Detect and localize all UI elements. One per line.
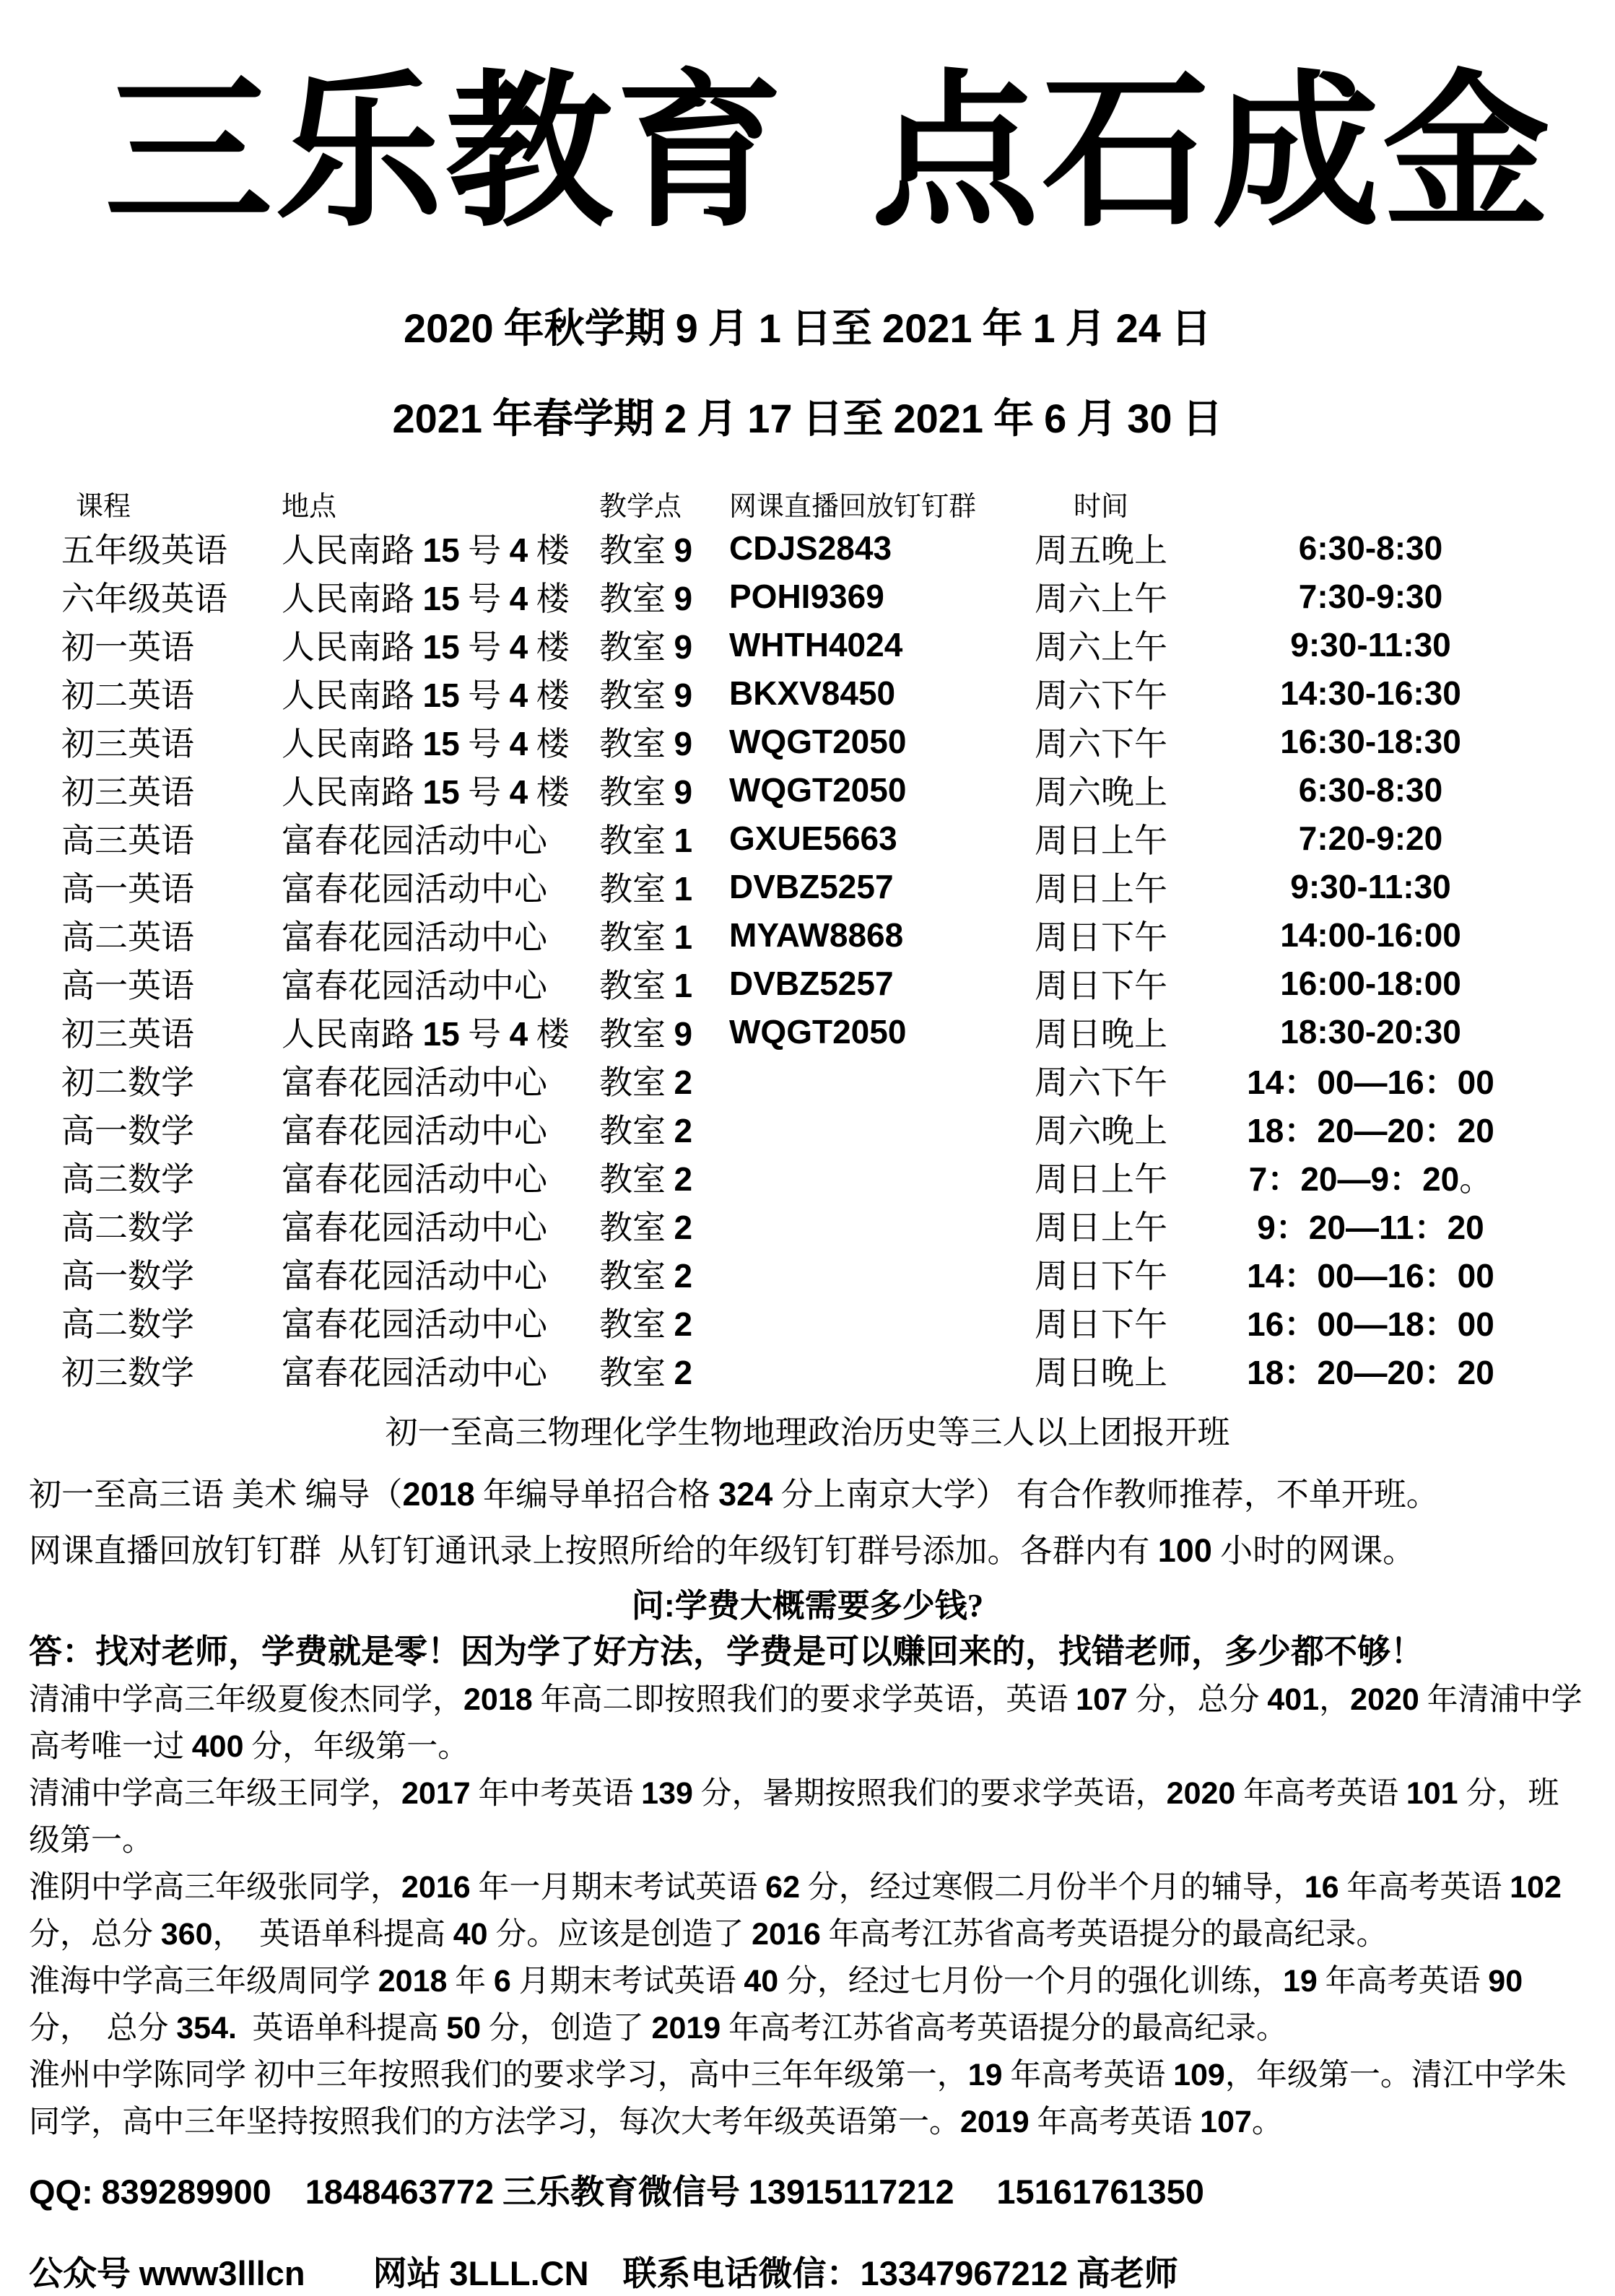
classroom-cell: 教室 9 — [599, 1014, 693, 1053]
day-cell: 周日上午 — [1035, 1209, 1167, 1246]
time-cell: 14:00-16:00 — [1280, 916, 1461, 954]
location-cell: 人民南路 15 号 4 楼 — [282, 531, 570, 569]
course-cell: 初三英语 — [61, 725, 194, 762]
location-cell: 人民南路 15 号 4 楼 — [282, 579, 570, 617]
course-cell: 高三英语 — [61, 822, 194, 859]
table-row — [29, 765, 1586, 814]
classroom-cell: 教室 2 — [599, 1353, 693, 1391]
time-cell: 9:30-11:30 — [1290, 867, 1451, 905]
day-cell: 周五晚上 — [1035, 531, 1167, 569]
course-cell: 初三数学 — [61, 1354, 194, 1391]
time-cell: 9：20—11：20 — [1257, 1208, 1484, 1246]
course-cell: 初三英语 — [61, 1015, 194, 1053]
day-cell: 周六下午 — [1035, 677, 1167, 714]
dingtalk-instructions-note: 网课直播回放钉钉群 从钉钉通讯录上按照所给的年级钉钉群号添加。各群内有 100 小时的网课。 — [29, 1532, 1416, 1569]
time-cell: 18：20—20：20 — [1247, 1111, 1494, 1149]
semester-dates — [29, 284, 1586, 464]
course-cell: 初二数学 — [61, 1064, 194, 1101]
day-cell: 周六上午 — [1035, 580, 1167, 617]
location-cell: 人民南路 15 号 4 楼 — [282, 1014, 570, 1053]
classroom-cell: 教室 9 — [599, 724, 693, 762]
page-title-brand: 三乐教育 — [105, 53, 787, 250]
table-row — [29, 1007, 1586, 1056]
dingtalk-group-cell: GXUE5663 — [729, 819, 897, 857]
table-row — [29, 717, 1586, 765]
location-cell: 人民南路 15 号 4 楼 — [282, 773, 570, 811]
location-cell: 富春花园活动中心 — [282, 822, 547, 859]
day-cell: 周日下午 — [1035, 918, 1167, 956]
testimonial-paragraph: 淮海中学高三年级周同学 2018 年 6 月期末考试英语 40 分，经过七月份一个月的强化训练，19 年高考英语 90 分， 总分 354. 英语单科提高 50 分，创造了 2019 年高考江苏省高考英语提分的最高纪录。 — [29, 1964, 1531, 2045]
course-cell: 初一英语 — [61, 628, 194, 666]
classroom-cell: 教室 1 — [599, 821, 693, 859]
classroom-cell: 教室 9 — [599, 676, 693, 714]
table-row — [29, 1346, 1586, 1394]
spring-semester-dates: 2021 年春学期 2 月 17 日至 2021 年 6 月 30 日 — [392, 396, 1223, 442]
dingtalk-group-cell: POHI9369 — [729, 577, 884, 615]
dingtalk-group-cell: WQGT2050 — [729, 770, 907, 809]
course-cell: 高一英语 — [61, 967, 194, 1004]
time-cell: 7:20-9:20 — [1298, 819, 1443, 857]
classroom-cell: 教室 1 — [599, 918, 693, 956]
table-row — [29, 814, 1586, 862]
table-row — [29, 1201, 1586, 1249]
day-cell: 周六晚上 — [1035, 773, 1167, 811]
location-cell: 富春花园活动中心 — [282, 1112, 547, 1149]
course-cell: 初三英语 — [61, 773, 194, 811]
dingtalk-group-cell: WQGT2050 — [729, 722, 907, 760]
table-row — [29, 1249, 1586, 1297]
classroom-cell: 教室 9 — [599, 579, 693, 617]
art-media-note: 初一至高三语 美术 编导（2018 年编导单招合格 324 分上南京大学） 有合作教师推荐，不单开班。 — [29, 1476, 1439, 1513]
testimonials-block — [29, 1677, 1586, 2146]
classroom-cell: 教室 2 — [599, 1160, 693, 1198]
day-cell: 周日晚上 — [1035, 1354, 1167, 1391]
header-time: 时间 — [1073, 491, 1128, 522]
time-cell: 18:30-20:30 — [1280, 1012, 1461, 1051]
time-cell: 18：20—20：20 — [1247, 1353, 1494, 1391]
classroom-cell: 教室 2 — [599, 1063, 693, 1101]
time-cell: 6:30-8:30 — [1298, 529, 1443, 567]
day-cell: 周日上午 — [1035, 1160, 1167, 1198]
notes-block — [29, 1466, 1586, 1579]
dingtalk-group-cell: DVBZ5257 — [729, 964, 894, 1002]
course-cell: 高一数学 — [61, 1257, 194, 1295]
time-cell: 6:30-8:30 — [1298, 770, 1443, 809]
classroom-cell: 教室 9 — [599, 627, 693, 666]
tuition-question: 问:学费大概需要多少钱? — [631, 1587, 984, 1624]
classroom-cell: 教室 2 — [599, 1305, 693, 1343]
course-cell: 初二英语 — [61, 677, 194, 714]
course-cell: 高一数学 — [61, 1112, 194, 1149]
course-cell: 高三数学 — [61, 1160, 194, 1198]
table-row — [29, 910, 1586, 959]
time-cell: 14：00—16：00 — [1247, 1256, 1494, 1295]
classroom-cell: 教室 9 — [599, 773, 693, 811]
tuition-answer: 答：找对老师，学费就是零！因为学了好方法，学费是可以赚回来的，找错老师，多少都不够！ — [29, 1632, 1424, 1670]
time-cell: 7:30-9:30 — [1298, 577, 1443, 615]
table-row — [29, 1297, 1586, 1346]
table-row — [29, 669, 1586, 717]
day-cell: 周日上午 — [1035, 870, 1167, 908]
dingtalk-group-cell: CDJS2843 — [729, 529, 892, 567]
table-row — [29, 1104, 1586, 1152]
classroom-cell: 教室 2 — [599, 1111, 693, 1149]
location-cell: 富春花园活动中心 — [282, 1257, 547, 1295]
testimonial-paragraph: 淮州中学陈同学 初中三年按照我们的要求学习，高中三年年级第一，19 年高考英语 109，年级第一。清江中学朱同学，高中三年坚持按照我们的方法学习，每次大考年级英语第一。2019 年高考英语 107。 — [29, 2058, 1567, 2139]
location-cell: 人民南路 15 号 4 楼 — [282, 627, 570, 666]
classroom-cell: 教室 1 — [599, 869, 693, 908]
time-cell: 14：00—16：00 — [1247, 1063, 1494, 1101]
location-cell: 富春花园活动中心 — [282, 1160, 547, 1198]
location-cell: 人民南路 15 号 4 楼 — [282, 724, 570, 762]
classroom-cell: 教室 9 — [599, 531, 693, 569]
dingtalk-group-cell: WHTH4024 — [729, 625, 903, 664]
day-cell: 周六上午 — [1035, 628, 1167, 666]
classroom-cell: 教室 2 — [599, 1208, 693, 1246]
location-cell: 富春花园活动中心 — [282, 1209, 547, 1246]
time-cell: 14:30-16:30 — [1280, 674, 1461, 712]
group-enrollment-note: 初一至高三物理化学生物地理政治历史等三人以上团报开班 — [385, 1414, 1230, 1451]
fall-semester-dates: 2020 年秋学期 9 月 1 日至 2021 年 1 月 24 日 — [404, 305, 1211, 352]
course-cell: 高二英语 — [61, 918, 194, 956]
header-site: 教学点 — [599, 491, 682, 522]
location-cell: 人民南路 15 号 4 楼 — [282, 676, 570, 714]
day-cell: 周日下午 — [1035, 1305, 1167, 1343]
time-cell: 16:30-18:30 — [1280, 722, 1461, 760]
day-cell: 周日下午 — [1035, 967, 1167, 1004]
location-cell: 富春花园活动中心 — [282, 870, 547, 908]
time-cell: 16：00—18：00 — [1247, 1305, 1494, 1343]
day-cell: 周六晚上 — [1035, 1112, 1167, 1149]
table-row — [29, 572, 1586, 620]
contact-website-phone-line: 公众号 www3lllcn 网站 3LLL.CN 联系电话微信：13347967212 高老师 — [29, 2254, 1178, 2293]
day-cell: 周六下午 — [1035, 1064, 1167, 1101]
classroom-cell: 教室 1 — [599, 966, 693, 1004]
testimonial-paragraph: 淮阴中学高三年级张同学，2016 年一月期末考试英语 62 分，经过寒假二月份半个月的辅导，16 年高考英语 102 分，总分 360， 英语单科提高 40 分。应该是创造了 2016 年高考江苏省高考英语提分的最高纪录。 — [29, 1870, 1570, 1952]
course-cell: 高二数学 — [61, 1209, 194, 1246]
location-cell: 富春花园活动中心 — [282, 1064, 547, 1101]
course-cell: 高一英语 — [61, 870, 194, 908]
table-row — [29, 862, 1586, 910]
table-row — [29, 620, 1586, 669]
day-cell: 周日上午 — [1035, 822, 1167, 859]
table-row — [29, 523, 1586, 572]
table-row — [29, 1056, 1586, 1104]
day-cell: 周六下午 — [1035, 725, 1167, 762]
contact-qq-wechat-line: QQ: 839289900 1848463772 三乐教育微信号 13915117212 15161761350 — [29, 2173, 1204, 2212]
table-header-row — [29, 483, 1586, 523]
table-row — [29, 959, 1586, 1007]
schedule-table — [29, 483, 1586, 1394]
testimonial-paragraph: 清浦中学高三年级夏俊杰同学，2018 年高二即按照我们的要求学英语，英语 107 分，总分 401，2020 年清浦中学高考唯一过 400 分，年级第一。 — [29, 1682, 1583, 1764]
header-location: 地点 — [282, 491, 337, 522]
page-title-slogan: 点石成金 — [871, 53, 1554, 250]
header-dingtalk-group: 网课直播回放钉钉群 — [729, 491, 977, 522]
classroom-cell: 教室 2 — [599, 1256, 693, 1295]
course-cell: 六年级英语 — [61, 580, 227, 617]
page-title — [29, 40, 1586, 264]
course-cell: 五年级英语 — [61, 531, 227, 569]
table-row — [29, 1152, 1586, 1201]
location-cell: 富春花园活动中心 — [282, 967, 547, 1004]
time-cell: 9:30-11:30 — [1290, 625, 1451, 664]
time-cell: 7：20—9：20。 — [1248, 1160, 1493, 1198]
time-cell: 16:00-18:00 — [1280, 964, 1461, 1002]
location-cell: 富春花园活动中心 — [282, 918, 547, 956]
header-course: 课程 — [76, 491, 131, 522]
course-cell: 高二数学 — [61, 1305, 194, 1343]
testimonial-paragraph: 清浦中学高三年级王同学，2017 年中考英语 139 分，暑期按照我们的要求学英语，2020 年高考英语 101 分，班级第一。 — [29, 1776, 1559, 1858]
location-cell: 富春花园活动中心 — [282, 1354, 547, 1391]
dingtalk-group-cell: DVBZ5257 — [729, 867, 894, 905]
location-cell: 富春花园活动中心 — [282, 1305, 547, 1343]
day-cell: 周日晚上 — [1035, 1015, 1167, 1053]
dingtalk-group-cell: MYAW8868 — [729, 916, 904, 954]
dingtalk-group-cell: WQGT2050 — [729, 1012, 907, 1051]
dingtalk-group-cell: BKXV8450 — [729, 674, 896, 712]
day-cell: 周日下午 — [1035, 1257, 1167, 1295]
